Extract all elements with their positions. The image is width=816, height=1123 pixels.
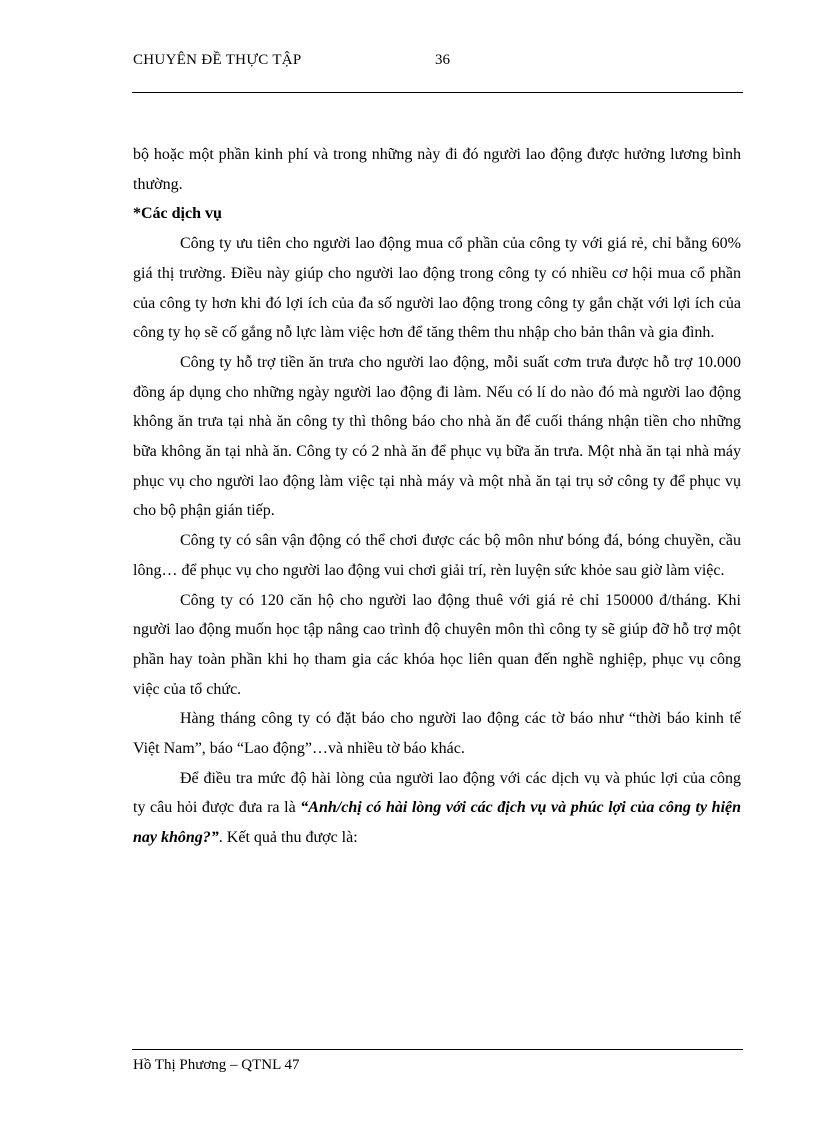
survey-intro: Để điều tra mức độ hài lòng của người lao động với các dịch vụ và phúc lợi của công ty câu hỏi được đưa ra là: [133, 769, 741, 817]
page-header: [133, 52, 743, 74]
paragraph-shares: Công ty ưu tiên cho người lao động mua cổ phần của công ty với giá rẻ, chỉ bằng 60% giá thị trường. Điều này giúp cho người lao động trong công ty có nhiều cơ hội mua cổ phần của công ty hơn khi đó lợi ích của đa số người lao động trong công ty gắn chặt với lợi ích của công ty họ sẽ cố gắng nỗ lực làm việc hơn để tăng thêm thu nhập cho bản thân và gia đình.: [133, 235, 741, 342]
survey-result-lead: . Kết quả thu được là:: [218, 829, 358, 847]
paragraph-housing: Công ty có 120 căn hộ cho người lao động thuê với giá rẻ chỉ 150000 đ/tháng. Khi người lao động muốn học tập nâng cao trình độ chuyên môn thì công ty sẽ giúp đỡ hỗ trợ một phần hay toàn phần khi họ tham gia các khóa học liên quan đến nghề nghiệp, phục vụ công việc của tổ chức.: [133, 591, 741, 698]
header-title: CHUYÊN ĐỀ THỰC TẬP: [133, 52, 302, 68]
section-heading: [133, 199, 741, 229]
paragraph-survey: [133, 764, 741, 853]
header-rule: [132, 92, 743, 93]
paragraph-stadium: Công ty có sân vận động có thể chơi được các bộ môn như bóng đá, bóng chuyền, cầu lông… để phục vụ cho người lao động vui chơi giải trí, rèn luyện sức khỏe sau giờ làm việc.: [133, 532, 741, 579]
survey-question: “Anh/chị có hài lòng với các địch vụ và phúc lợi của công ty hiện nay không?”: [133, 799, 742, 847]
page-number: 36: [435, 52, 450, 68]
bullet-star-icon: *: [133, 205, 141, 223]
paragraph-newspapers: Hàng tháng công ty có đặt báo cho người lao động các tờ báo như “thời báo kinh tế Việt Nam”, báo “Lao động”…và nhiều tờ báo khác.: [133, 710, 741, 758]
footer-author: Hồ Thị Phương – QTNL 47: [133, 1057, 300, 1073]
section-heading-text: Các dịch vụ: [141, 205, 222, 223]
paragraph-continuation: bộ hoặc một phần kinh phí và trong những này đi đó người lao động được hưởng lương bình thường.: [133, 146, 741, 193]
document-body: [133, 140, 741, 853]
paragraph-lunch: Công ty hỗ trợ tiền ăn trưa cho người lao động, mỗi suất cơm trưa được hỗ trợ 10.000 đồng áp dụng cho những ngày người lao động đi làm. Nếu có lí do nào đó mà người lao động không ăn trưa tại nhà ăn công ty thì thông báo cho nhà ăn để cuối tháng nhận tiền cho những bữa không ăn tại nhà ăn. Công ty có 2 nhà ăn để phục vụ bữa ăn trưa. Một nhà ăn tại nhà máy phục vụ cho người lao động làm việc tại nhà máy và một nhà ăn tại trụ sở công ty để phục vụ cho bộ phận gián tiếp.: [133, 353, 741, 520]
footer-rule: [132, 1049, 743, 1050]
